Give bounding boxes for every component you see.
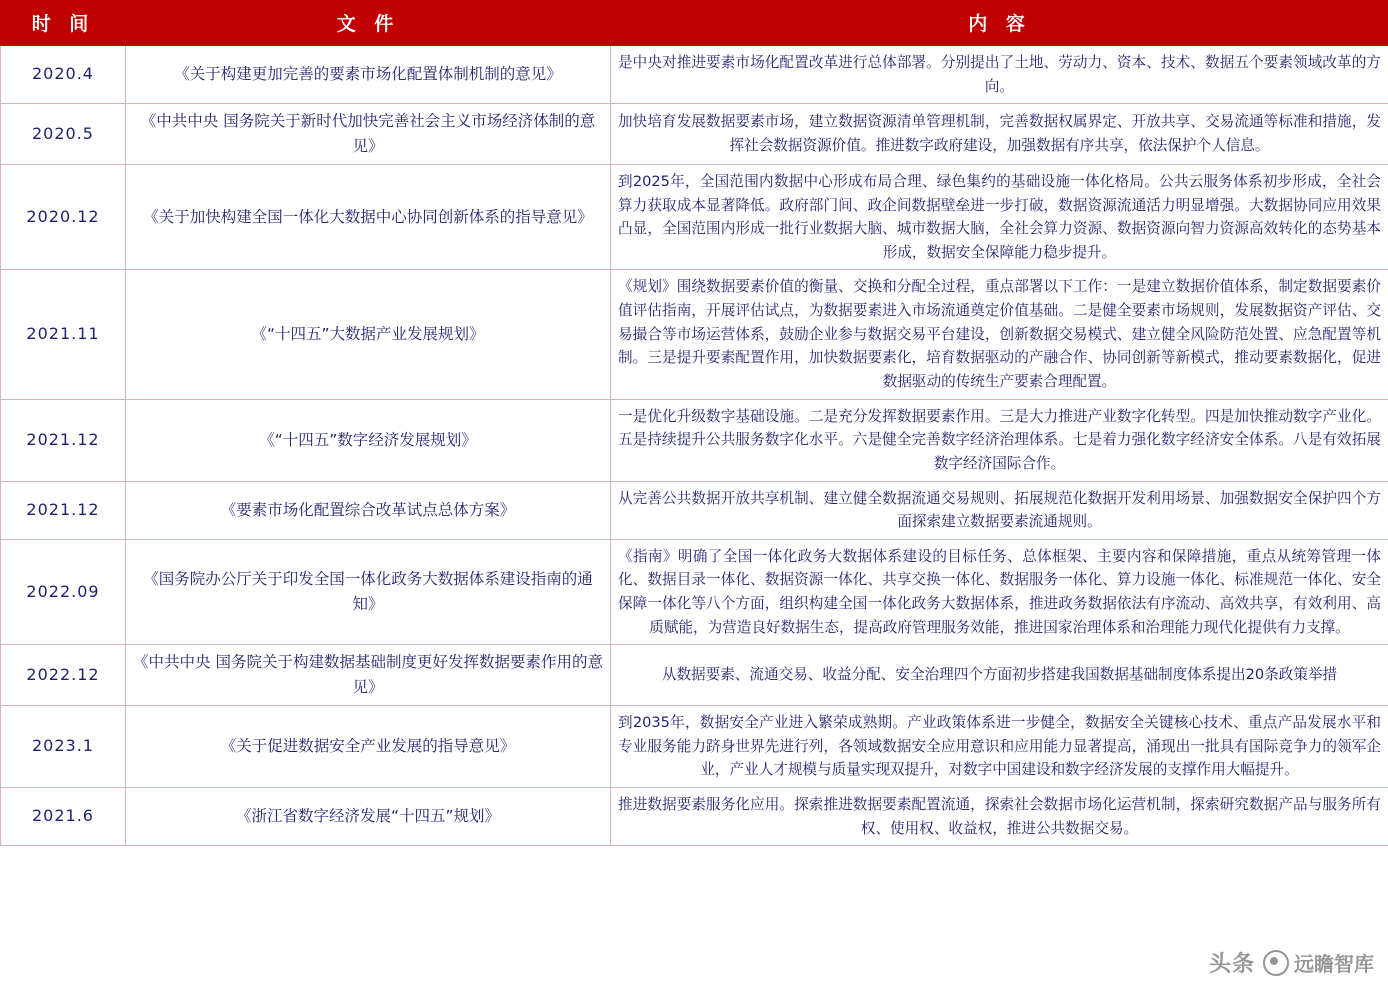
cell-file: 《中共中央 国务院关于构建数据基础制度更好发挥数据要素作用的意见》 xyxy=(126,645,611,706)
cell-time: 2021.11 xyxy=(1,270,126,399)
cell-file: 《要素市场化配置综合改革试点总体方案》 xyxy=(126,481,611,539)
cell-content: 从数据要素、流通交易、收益分配、安全治理四个方面初步搭建我国数据基础制度体系提出20条政策举措 xyxy=(611,645,1388,706)
table-header-row xyxy=(1,1,1388,46)
cell-content: 到2025年，全国范围内数据中心形成布局合理、绿色集约的基础设施一体化格局。公共云服务体系初步形成，全社会算力获取成本显著降低。政府部门间、政企间数据壁垒进一步打破，数据资源流通活力明显增强。大数据协同应用效果凸显，全国范围内形成一批行业数据大脑、城市数据大脑，全社会算力资源、数据资源向智力资源高效转化的态势基本形成，数据安全保障能力稳步提升。 xyxy=(611,164,1388,270)
table-header xyxy=(1,1,1388,46)
cell-file: 《关于促进数据安全产业发展的指导意见》 xyxy=(126,706,611,788)
cell-content: 到2035年，数据安全产业进入繁荣成熟期。产业政策体系进一步健全，数据安全关键核心技术、重点产品发展水平和专业服务能力跻身世界先进行列，各领域数据安全应用意识和应用能力显著提高，涌现出一批具有国际竞争力的领军企业，产业人才规模与质量实现双提升，对数字中国建设和数字经济发展的支撑作用大幅提升。 xyxy=(611,706,1388,788)
table-row xyxy=(1,104,1388,165)
cell-file: 《国务院办公厅关于印发全国一体化政务大数据体系建设指南的通知》 xyxy=(126,539,611,645)
column-header-time: 时 间 xyxy=(1,1,126,46)
watermark-badge xyxy=(1263,948,1374,977)
cell-time: 2020.5 xyxy=(1,104,126,165)
table-row xyxy=(1,399,1388,481)
cell-file: 《浙江省数字经济发展“十四五”规划》 xyxy=(126,787,611,845)
cell-file: 《“十四五”大数据产业发展规划》 xyxy=(126,270,611,399)
column-header-content: 内 容 xyxy=(611,1,1388,46)
table-row xyxy=(1,270,1388,399)
cell-time: 2020.12 xyxy=(1,164,126,270)
cell-content: 一是优化升级数字基础设施。二是充分发挥数据要素作用。三是大力推进产业数字化转型。四是加快推动数字产业化。五是持续提升公共服务数字化水平。六是健全完善数字经济治理体系。七是着力强化数字经济安全体系。八是有效拓展数字经济国际合作。 xyxy=(611,399,1388,481)
cell-file: 《中共中央 国务院关于新时代加快完善社会主义市场经济体制的意见》 xyxy=(126,104,611,165)
cell-content: 《规划》围绕数据要素价值的衡量、交换和分配全过程，重点部署以下工作：一是建立数据价值体系，制定数据要素价值评估指南，开展评估试点，为数据要素进入市场流通奠定价值基础。二是健全要素市场规则，发展数据资产评估、交易撮合等市场运营体系，鼓励企业参与数据交易平台建设，创新数据交易模式、建立健全风险防范处置、应急配置等机制。三是提升要素配置作用，加快数据要素化，培育数据驱动的产融合作、协同创新等新模式，推动要素数据化，促进数据驱动的传统生产要素合理配置。 xyxy=(611,270,1388,399)
cell-file: 《关于构建更加完善的要素市场化配置体制机制的意见》 xyxy=(126,46,611,104)
watermark-source: 头条 xyxy=(1208,952,1255,977)
table-row xyxy=(1,706,1388,788)
cell-content: 是中央对推进要素市场化配置改革进行总体部署。分别提出了土地、劳动力、资本、技术、数据五个要素领域改革的方向。 xyxy=(611,46,1388,104)
cell-content: 推进数据要素服务化应用。探索推进数据要素配置流通，探索社会数据市场化运营机制，探索研究数据产品与服务所有权、使用权、收益权，推进公共数据交易。 xyxy=(611,787,1388,845)
column-header-file: 文 件 xyxy=(126,1,611,46)
cell-file: 《“十四五”数字经济发展规划》 xyxy=(126,399,611,481)
cell-time: 2021.6 xyxy=(1,787,126,845)
watermark xyxy=(1209,947,1374,978)
cell-content: 加快培育发展数据要素市场，建立数据资源清单管理机制，完善数据权属界定、开放共享、交易流通等标准和措施，发挥社会数据资源价值。推进数字政府建设，加强数据有序共享，依法保护个人信息。 xyxy=(611,104,1388,165)
cell-time: 2021.12 xyxy=(1,399,126,481)
cell-time: 2021.12 xyxy=(1,481,126,539)
cell-time: 2022.09 xyxy=(1,539,126,645)
table-row xyxy=(1,539,1388,645)
cell-file: 《关于加快构建全国一体化大数据中心协同创新体系的指导意见》 xyxy=(126,164,611,270)
cell-time: 2022.12 xyxy=(1,645,126,706)
table-row xyxy=(1,645,1388,706)
cell-content: 《指南》明确了全国一体化政务大数据体系建设的目标任务、总体框架、主要内容和保障措施，重点从统筹管理一体化、数据目录一体化、数据资源一体化、共享交换一体化、数据服务一体化、算力设施一体化、标准规范一体化、安全保障一体化等八个方面，组织构建全国一体化政务大数据体系，推进政务数据依法有序流动、高效共享，有效利用、高质赋能，为营造良好数据生态，提高政府管理服务效能，推进国家治理体系和治理能力现代化提供有力支撑。 xyxy=(611,539,1388,645)
table-row xyxy=(1,481,1388,539)
logo-icon xyxy=(1263,950,1289,976)
cell-content: 从完善公共数据开放共享机制、建立健全数据流通交易规则、拓展规范化数据开发利用场景、加强数据安全保护四个方面探索建立数据要素流通规则。 xyxy=(611,481,1388,539)
table-body xyxy=(1,46,1388,846)
cell-time: 2020.4 xyxy=(1,46,126,104)
watermark-badge-label: 远瞻智库 xyxy=(1294,952,1374,976)
table-row xyxy=(1,164,1388,270)
cell-time: 2023.1 xyxy=(1,706,126,788)
table-row xyxy=(1,46,1388,104)
table-row xyxy=(1,787,1388,845)
